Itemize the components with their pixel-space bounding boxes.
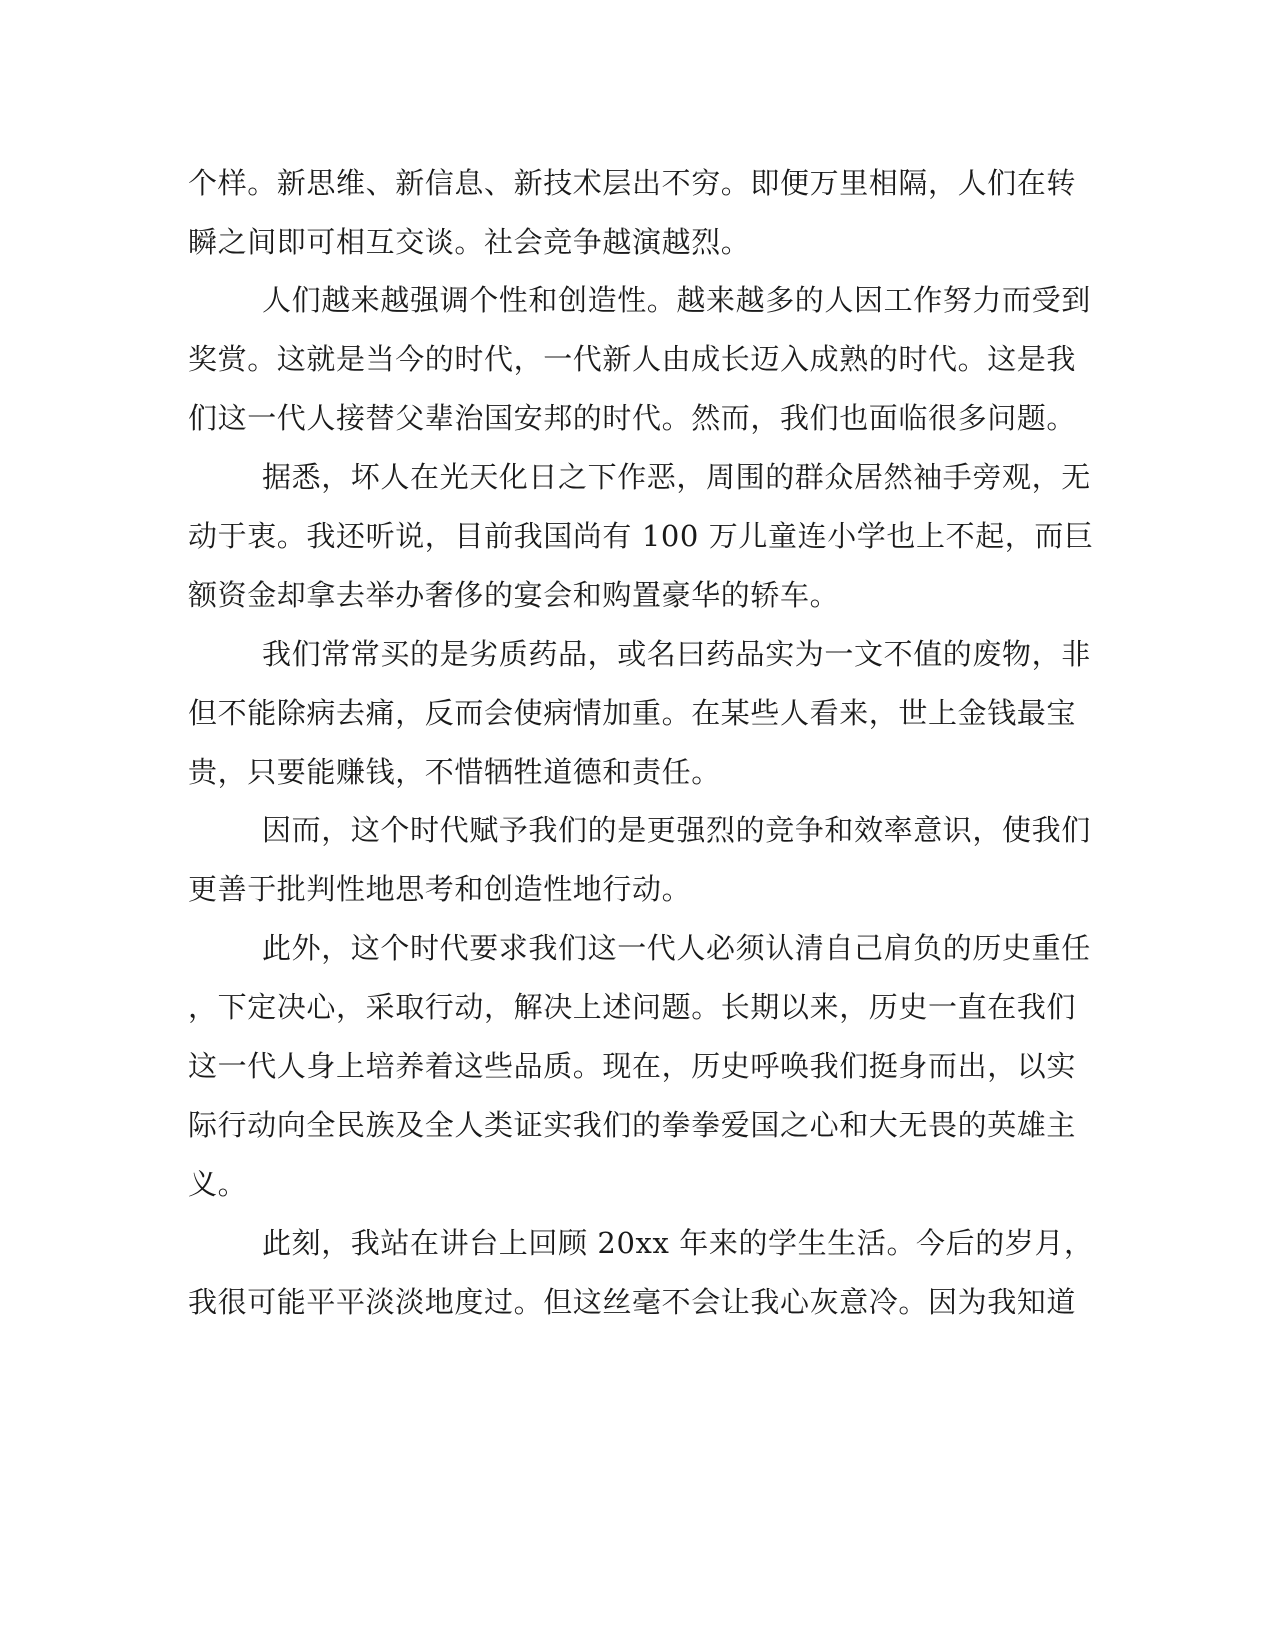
- text-line: 奖赏。这就是当今的时代，一代新人由成长迈入成熟的时代。这是我: [188, 342, 1077, 376]
- paragraph-first-line: 人们越来越强调个性和创造性。越来越多的人因工作努力而受到: [262, 283, 1091, 317]
- text-line: 这一代人身上培养着这些品质。现在，历史呼唤我们挺身而出，以实: [188, 1049, 1077, 1083]
- text-line: 个样。新思维、新信息、新技术层出不穷。即便万里相隔，人们在转: [188, 166, 1077, 200]
- text-line: 额资金却拿去举办奢侈的宴会和购置豪华的轿车。: [188, 578, 840, 612]
- text-line: 际行动向全民族及全人类证实我们的拳拳爱国之心和大无畏的英雄主: [188, 1108, 1077, 1142]
- paragraph-first-line: 此外，这个时代要求我们这一代人必须认清自己肩负的历史重任: [262, 931, 1091, 965]
- text-line: 贵，只要能赚钱，不惜牺牲道德和责任。: [188, 755, 721, 789]
- paragraph-first-line: 此刻，我站在讲台上回顾 20xx 年来的学生生活。今后的岁月，: [262, 1226, 1094, 1260]
- paragraph-first-line: 我们常常买的是劣质药品，或名曰药品实为一文不值的废物，非: [262, 637, 1091, 671]
- text-line: 动于衷。我还听说，目前我国尚有 100 万儿童连小学也上不起，而巨: [188, 519, 1094, 553]
- paragraph-first-line: 因而，这个时代赋予我们的是更强烈的竞争和效率意识，使我们: [262, 813, 1091, 847]
- text-line: 们这一代人接替父辈治国安邦的时代。然而，我们也面临很多问题。: [188, 401, 1077, 435]
- text-line: 瞬之间即可相互交谈。社会竞争越演越烈。: [188, 225, 751, 259]
- paragraph-first-line: 据悉，坏人在光天化日之下作恶，周围的群众居然袖手旁观，无: [262, 460, 1091, 494]
- text-line: ，下定决心，采取行动，解决上述问题。长期以来，历史一直在我们: [188, 990, 1077, 1024]
- text-line: 义。: [188, 1167, 248, 1201]
- text-line: 我很可能平平淡淡地度过。但这丝毫不会让我心灰意冷。因为我知道: [188, 1285, 1077, 1319]
- text-line: 更善于批判性地思考和创造性地行动。: [188, 872, 692, 906]
- text-line: 但不能除病去痛，反而会使病情加重。在某些人看来，世上金钱最宝: [188, 696, 1077, 730]
